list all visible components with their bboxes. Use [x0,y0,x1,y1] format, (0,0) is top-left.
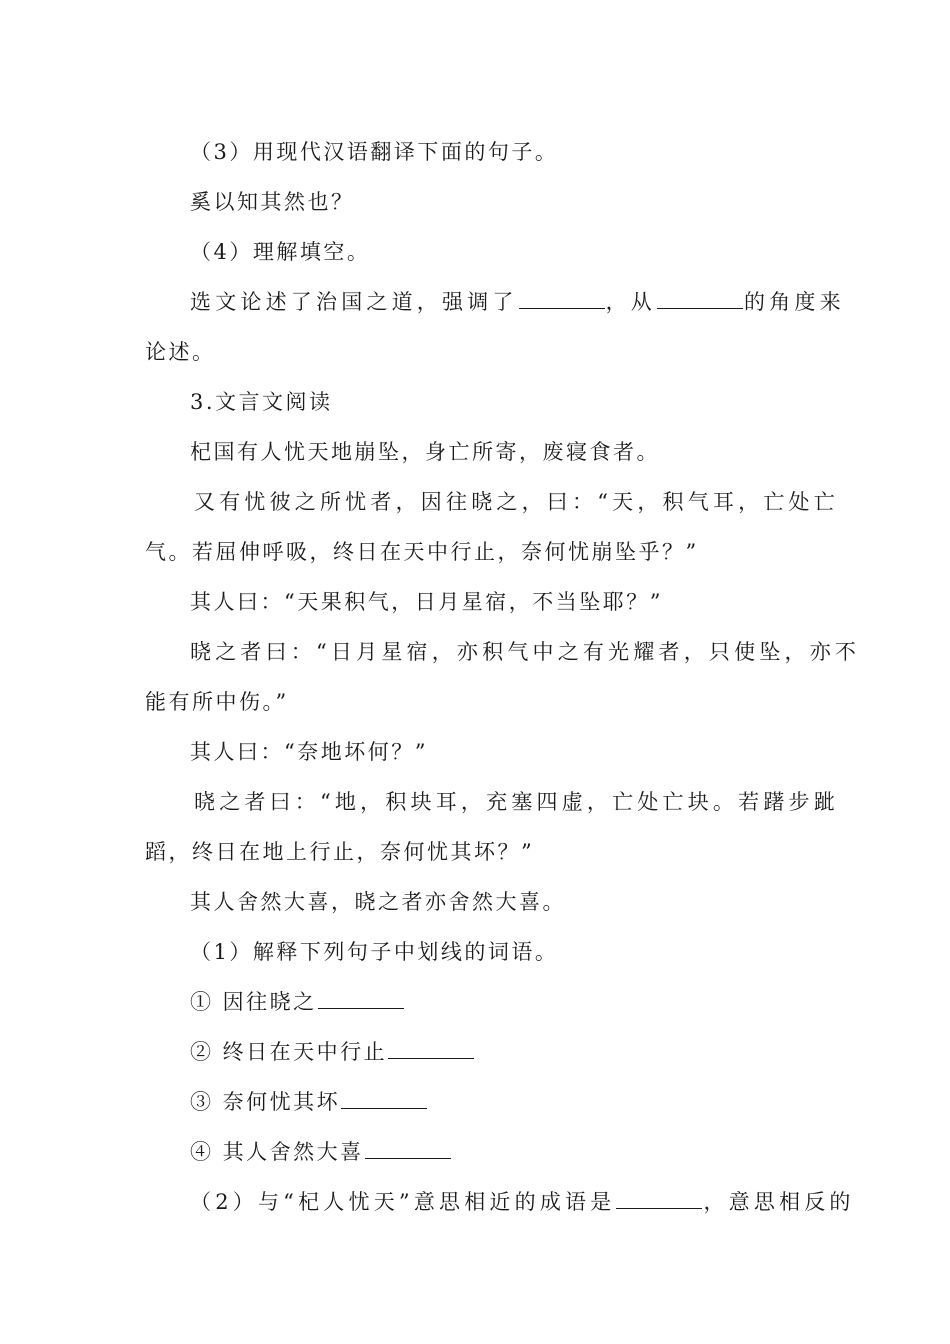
subquestion-2-text-a: （2）与“杞人忧天”意思相近的成语是 [190,1190,616,1214]
subquestion-2-line [190,1188,855,1216]
item-text: ② 终日在天中行止 [190,1040,388,1064]
passage-paragraph-2-line-1: 又有忧彼之所忧者，因往晓之，曰：“天，积气耳，亡处亡 [194,490,839,514]
section-3-title: 3.文言文阅读 [190,390,333,414]
passage-paragraph-1: 杞国有人忧天地崩坠，身亡所寄，废寝食者。 [190,440,660,464]
question-4-text-a: 选文论述了治国之道，强调了 [190,290,518,314]
subquestion-1-item [190,1038,475,1066]
answer-blank[interactable] [318,988,404,1009]
subquestion-2-text-b: ，意思相反的 [703,1190,855,1214]
answer-blank[interactable] [341,1088,427,1109]
passage-paragraph-6-line-2: 蹈，终日在地上行止，奈何忧其坏？” [145,840,535,864]
subquestion-1-item [190,988,405,1016]
item-text: ④ 其人舍然大喜 [190,1140,364,1164]
subquestion-1-prompt: （1）解释下列句子中划线的词语。 [190,940,559,964]
answer-blank[interactable] [616,1188,702,1209]
passage-paragraph-4-line-2: 能有所中伤。” [145,690,289,714]
passage-paragraph-4-line-1: 晓之者曰：“日月星宿，亦积气中之有光耀者，只使坠，亦不 [190,640,861,664]
question-4-text-c: 的角度来 [744,290,845,314]
passage-paragraph-6-line-1: 晓之者曰：“地，积块耳，充塞四虚，亡处亡块。若躇步跐 [194,790,839,814]
question-4-prompt: （4）理解填空。 [190,240,371,264]
passage-paragraph-5: 其人曰：“奈地坏何？” [190,740,428,764]
passage-paragraph-7: 其人舍然大喜，晓之者亦舍然大喜。 [190,890,566,914]
question-3-prompt: （3）用现代汉语翻译下面的句子。 [190,140,559,164]
question-3-sentence: 奚以知其然也？ [190,190,355,214]
item-text: ③ 奈何忧其坏 [190,1090,341,1114]
answer-blank[interactable] [365,1138,451,1159]
question-4-line-2: 论述。 [145,340,216,364]
passage-paragraph-2-line-2: 气。若屈伸呼吸，终日在天中行止，奈何忧崩坠乎？” [145,540,699,564]
item-text: ① 因往晓之 [190,990,317,1014]
answer-blank[interactable] [519,288,605,309]
subquestion-1-item [190,1088,428,1116]
subquestion-1-item [190,1138,452,1166]
question-4-text-b: ，从 [605,290,657,314]
answer-blank[interactable] [388,1038,474,1059]
passage-paragraph-3: 其人曰：“天果积气，日月星宿，不当坠耶？” [190,590,663,614]
answer-blank[interactable] [657,288,743,309]
question-4-line-1 [190,288,845,316]
